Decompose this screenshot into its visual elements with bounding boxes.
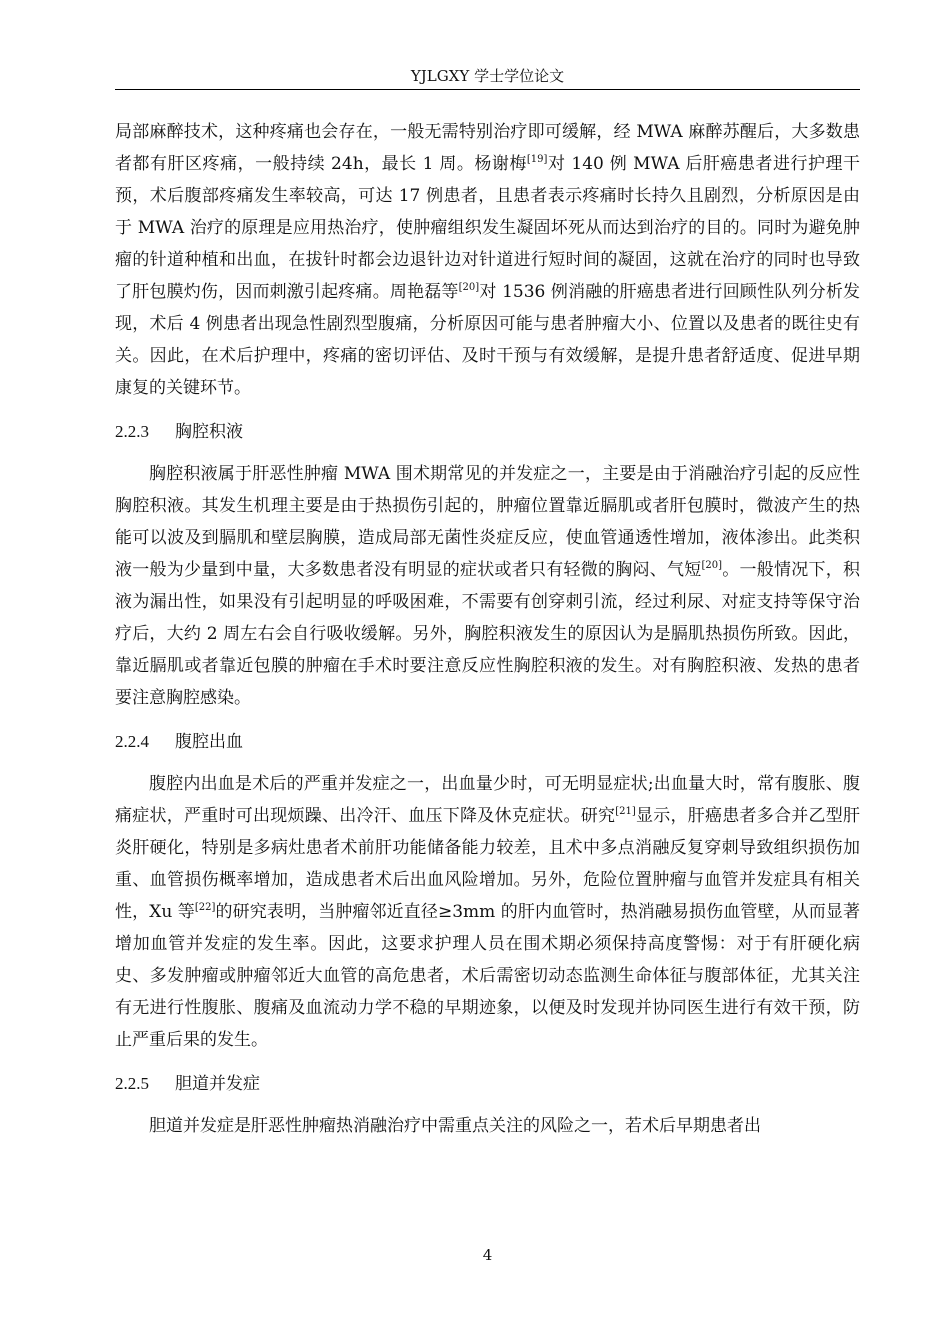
section-number: 2.2.5	[115, 1074, 149, 1093]
section-title: 胆道并发症	[175, 1074, 260, 1094]
citation-ref: [20]	[701, 560, 723, 571]
citation-ref: [20]	[458, 282, 480, 293]
citation-ref: [19]	[526, 154, 548, 165]
section-number: 2.2.4	[115, 732, 149, 751]
section-number: 2.2.3	[115, 422, 149, 441]
body-paragraph	[115, 458, 860, 714]
paragraph-text: 。一般情况下，积液为漏出性，如果没有引起明显的呼吸困难，不需要有创穿刺引流，经过利尿、对症支持等保守治疗后，大约 2 周左右会自行吸收缓解。另外，胸腔积液发生的原因认为是膈肌热损伤所致。因此，靠近膈肌或者靠近包膜的肿瘤在手术时要注意反应性胸腔积液的发生。对有胸腔积液、发热的患者要注意胸腔感染。	[115, 560, 861, 708]
paragraph-text: 局部麻醉技术，这种疼痛也会存在，一般无需特别治疗即可缓解，经 MWA 麻醉苏醒后，大多数患者都有肝区疼痛，一般持续 24h，最长 1 周。杨谢梅	[115, 122, 860, 174]
body-paragraph	[115, 768, 860, 1056]
body-paragraph	[115, 1110, 860, 1142]
paragraph-text: 胆道并发症是肝恶性肿瘤热消融治疗中需重点关注的风险之一，若术后早期患者出	[149, 1116, 761, 1136]
citation-ref: [22]	[194, 902, 216, 913]
paragraph-text: 对 140 例 MWA 后肝癌患者进行护理干预，术后腹部疼痛发生率较高，可达 17 例患者，且患者表示疼痛时长持久且剧烈，分析原因是由于 MWA 治疗的原理是应用热治疗，使肿瘤组织发生凝固坏死从而达到治疗的目的。同时为避免肿瘤的针道种植和出血，在拔针时都会边退针边对针道进行短时间的凝固，这就在治疗的同时也导致了肝包膜灼伤，因而刺激引起疼痛。周艳磊等	[115, 154, 861, 302]
paragraph-text: 胸腔积液属于肝恶性肿瘤 MWA 围术期常见的并发症之一，主要是由于消融治疗引起的反应性胸腔积液。其发生机理主要是由于热损伤引起的，肿瘤位置靠近膈肌或者肝包膜时，微波产生的热能可以波及到膈肌和壁层胸膜，造成局部无菌性炎症反应，使血管通透性增加，液体渗出。此类积液一般为少量到中量，大多数患者没有明显的症状或者只有轻微的胸闷、气短	[115, 464, 860, 580]
header-rule	[115, 89, 860, 90]
section-heading	[115, 416, 860, 448]
page-number: 4	[482, 1246, 493, 1264]
section-heading	[115, 726, 860, 758]
body-paragraph	[115, 116, 860, 404]
document-body	[115, 116, 860, 1142]
paragraph-text: 腹腔内出血是术后的严重并发症之一，出血量少时，可无明显症状;出血量大时，常有腹胀、腹痛症状，严重时可出现烦躁、出冷汗、血压下降及休克症状。研究	[115, 774, 860, 826]
paragraph-text: 对 1536 例消融的肝癌患者进行回顾性队列分析发现，术后 4 例患者出现急性剧烈型腹痛，分析原因可能与患者肿瘤大小、位置以及患者的既往史有关。因此，在术后护理中，疼痛的密切评估、及时干预与有效缓解，是提升患者舒适度、促进早期康复的关键环节。	[115, 282, 860, 398]
section-title: 胸腔积液	[175, 422, 243, 442]
paragraph-text: 的研究表明，当肿瘤邻近直径≥3mm 的肝内血管时，热消融易损伤血管壁，从而显著增加血管并发症的发生率。因此，这要求护理人员在围术期必须保持高度警惕：对于有肝硬化病史、多发肿瘤或肿瘤邻近大血管的高危患者，术后需密切动态监测生命体征与腹部体征，尤其关注有无进行性腹胀、腹痛及血流动力学不稳的早期迹象，以便及时发现并协同医生进行有效干预，防止严重后果的发生。	[115, 902, 860, 1050]
section-heading	[115, 1068, 860, 1100]
section-title: 腹腔出血	[175, 732, 243, 752]
citation-ref: [21]	[615, 806, 636, 817]
running-header: YJLGXY 学士学位论文	[410, 67, 565, 85]
paragraph-text: 显示，肝癌患者多合并乙型肝炎肝硬化，特别是多病灶患者术前肝功能储备能力较差，且术中多点消融反复穿刺导致组织损伤加重、血管损伤概率增加，造成患者术后出血风险增加。另外，危险位置肿瘤与血管并发症具有相关性，Xu 等	[115, 806, 861, 922]
